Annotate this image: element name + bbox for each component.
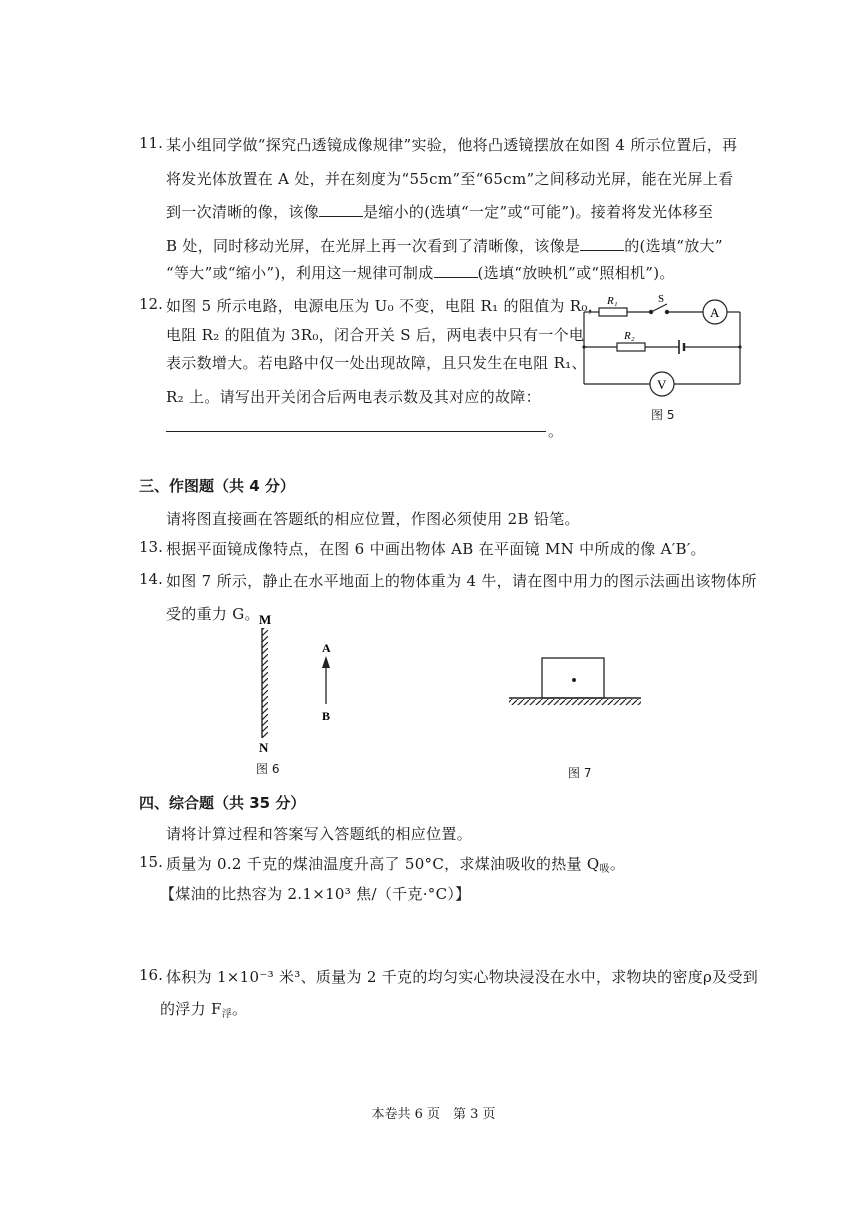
block-object	[542, 658, 604, 698]
q16-number: 16.	[139, 966, 163, 984]
q14-line-2: 受的重力 G。	[166, 605, 260, 623]
object-label-a: A	[322, 641, 331, 655]
section-3-instruction: 请将图直接画在答题纸的相应位置，作图必须使用 2B 铅笔。	[166, 510, 580, 528]
q15-line-1	[166, 853, 625, 875]
section-4-title: 四、综合题（共 35 分）	[139, 794, 306, 812]
mirror-label-n: N	[259, 740, 269, 755]
object-label-b: B	[322, 709, 331, 723]
page-footer: 本卷共 6 页 第 3 页	[371, 1107, 496, 1122]
q12-number: 12.	[139, 295, 163, 313]
section-4-instruction: 请将计算过程和答案写入答题纸的相应位置。	[166, 825, 473, 843]
q11-line-3b: 是缩小的(选填“一定”或“可能”)。接着将发光体移至	[363, 203, 714, 221]
resistor-r1	[599, 308, 627, 316]
q16-line-1: 体积为 1×10⁻³ 米³、质量为 2 千克的均匀实心物块浸没在水中，求物块的密度ρ及受到	[166, 968, 759, 986]
q16-subscript: 浮	[221, 1009, 232, 1020]
q11-line-4a: B 处，同时移动光屏，在光屏上再一次看到了清晰像，该像是	[166, 237, 581, 255]
figure-5-circuit	[572, 292, 752, 402]
mirror-label-m: M	[259, 612, 272, 627]
block-center-dot	[572, 678, 576, 682]
q16-line-2-end: 。	[232, 1000, 248, 1018]
q11-line-1: 某小组同学做“探究凸透镜成像规律”实验，他将凸透镜摆放在如图 4 所示位置后，再	[166, 136, 738, 154]
q11-line-5b: (选填“放映机”或“照相机”)。	[477, 264, 675, 282]
q16-line-2-text: 的浮力 F	[160, 1000, 222, 1018]
resistor-r2	[617, 343, 645, 351]
q12-line-2: 电阻 R₂ 的阻值为 3R₀，闭合开关 S 后，两电表中只有一个电	[166, 326, 585, 344]
figure-7-block	[505, 652, 645, 712]
q12-line-3: 表示数增大。若电路中仅一处出现故障，且只发生在电阻 R₁、	[166, 354, 587, 372]
q16-line-2	[160, 998, 247, 1020]
s-label: S	[658, 293, 665, 305]
q11-number: 11.	[139, 134, 163, 152]
q11-blank-2[interactable]	[580, 236, 624, 251]
object-arrowhead	[322, 656, 330, 668]
switch-s	[651, 304, 667, 312]
q12-line-1: 如图 5 所示电路，电源电压为 U₀ 不变，电阻 R₁ 的阻值为 R₀，	[166, 297, 603, 315]
q15-line-1-text: 质量为 0.2 千克的煤油温度升高了 50°C，求煤油吸收的热量 Q	[166, 855, 600, 873]
q15-line-2: 【煤油的比热容为 2.1×10³ 焦/（千克·°C）】	[160, 885, 471, 903]
q11-line-5a: “等大”或“缩小”)，利用这一规律可制成	[166, 264, 434, 282]
r2-label: R₂	[624, 330, 635, 342]
q11-blank-3[interactable]	[434, 263, 478, 278]
q14-line-1: 如图 7 所示，静止在水平地面上的物体重为 4 牛，请在图中用力的图示法画出该物体所	[166, 572, 757, 590]
q15-line-1-end: 。	[609, 855, 626, 873]
ammeter-label: A	[710, 305, 720, 320]
q12-answer-end: 。	[548, 422, 564, 440]
section-3-title: 三、作图题（共 4 分）	[139, 477, 295, 495]
voltmeter-label: V	[657, 377, 667, 392]
ground-hatch	[509, 699, 641, 705]
q11-line-4b: 的(选填“放大”	[624, 237, 723, 255]
q15-subscript: 吸	[599, 864, 610, 875]
figure-5-caption: 图 5	[651, 408, 675, 422]
q12-answer-line[interactable]	[166, 431, 546, 432]
q11-line-3	[166, 201, 713, 222]
q13-number: 13.	[139, 538, 163, 556]
q11-line-4	[166, 235, 723, 256]
q11-line-3a: 到一次清晰的像，该像	[166, 203, 320, 221]
figure-6-mirror	[250, 612, 360, 760]
q14-number: 14.	[139, 570, 163, 588]
q13-text: 根据平面镜成像特点，在图 6 中画出物体 AB 在平面镜 MN 中所成的像 A′B′。	[166, 540, 706, 558]
q11-line-2: 将发光体放置在 A 处，并在刻度为“55cm”至“65cm”之间移动光屏，能在光屏上看	[166, 170, 734, 188]
r1-label: R₁	[607, 295, 618, 307]
q11-blank-1[interactable]	[319, 202, 363, 217]
q15-number: 15.	[139, 853, 163, 871]
mirror-hatch	[262, 628, 268, 738]
figure-7-caption: 图 7	[568, 766, 592, 780]
q11-line-5	[166, 262, 675, 283]
q12-line-4: R₂ 上。请写出开关闭合后两电表示数及其对应的故障：	[166, 388, 541, 406]
figure-6-caption: 图 6	[256, 762, 280, 776]
